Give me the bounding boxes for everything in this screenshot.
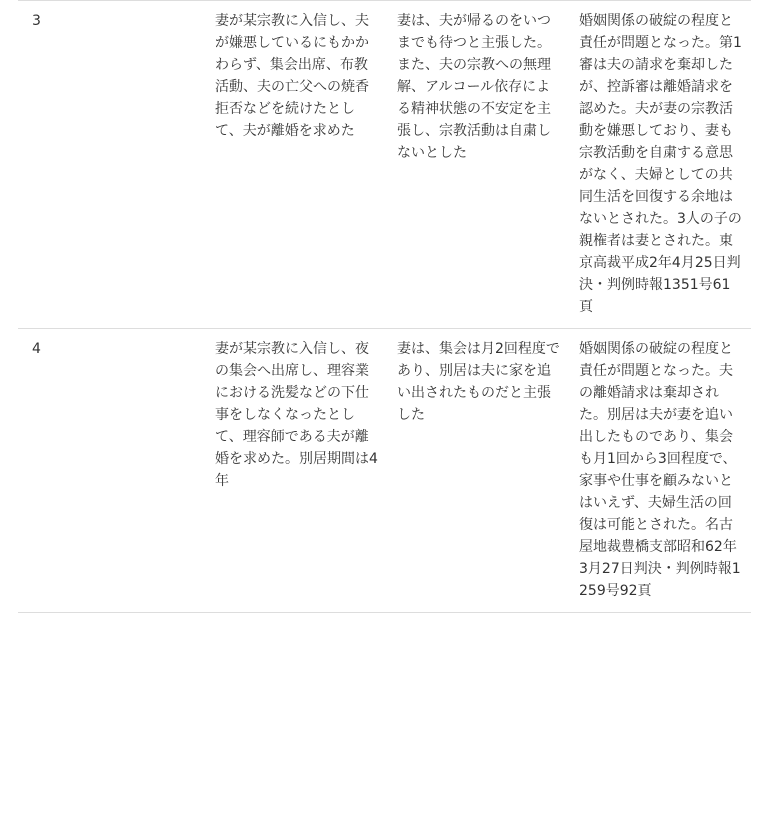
- case-number: 4: [18, 329, 207, 613]
- case-table: [18, 0, 751, 613]
- case-claim: 妻が某宗教に入信し、夫が嫌悪しているにもかかわらず、集会出席、布教活動、夫の亡父への焼香拒否などを続けたとして、夫が離婚を求めた: [207, 1, 389, 329]
- case-ruling: 婚姻関係の破綻の程度と責任が問題となった。第1審は夫の請求を棄却したが、控訴審は離婚請求を認めた。夫が妻の宗教活動を嫌悪しており、妻も宗教活動を自粛する意思がなく、夫婦としての共同生活を回復する余地はないとされた。3人の子の親権者は妻とされた。東京高裁平成2年4月25日判決・判例時報1351号61頁: [571, 1, 751, 329]
- case-claim: 妻が某宗教に入信し、夜の集会へ出席し、理容業における洗髪などの下仕事をしなくなったとして、理容師である夫が離婚を求めた。別居期間は4年: [207, 329, 389, 613]
- case-ruling: 婚姻関係の破綻の程度と責任が問題となった。夫の離婚請求は棄却された。別居は夫が妻を追い出したものであり、集会も月1回から3回程度で、家事や仕事を顧みないとはいえず、夫婦生活の回復は可能とされた。名古屋地裁豊橋支部昭和62年3月27日判決・判例時報1259号92頁: [571, 329, 751, 613]
- case-reply: 妻は、夫が帰るのをいつまでも待つと主張した。また、夫の宗教への無理解、アルコール依存による精神状態の不安定を主張し、宗教活動は自粛しないとした: [389, 1, 571, 329]
- table-row: [18, 329, 751, 613]
- table-row: [18, 1, 751, 329]
- case-number: 3: [18, 1, 207, 329]
- case-table-container: [18, 0, 751, 613]
- case-reply: 妻は、集会は月2回程度であり、別居は夫に家を追い出されたものだと主張した: [389, 329, 571, 613]
